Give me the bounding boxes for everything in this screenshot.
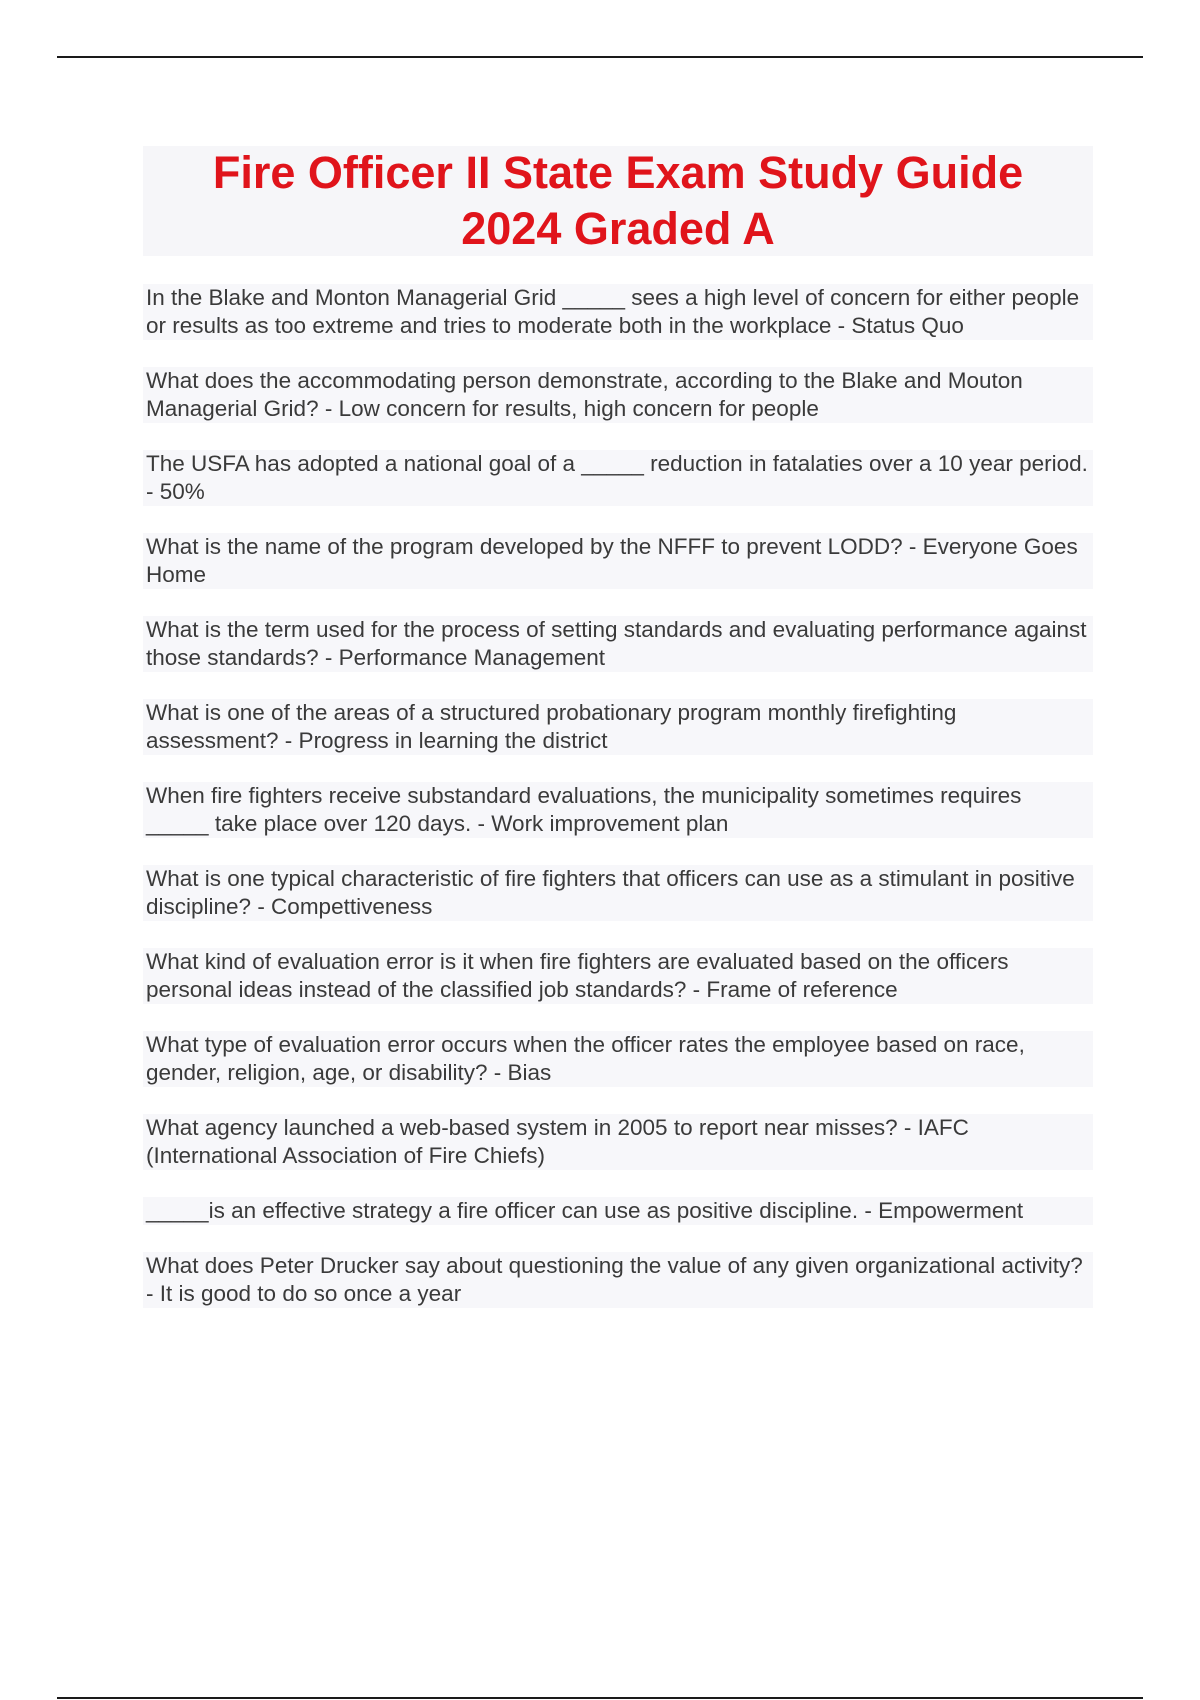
header-rule bbox=[57, 56, 1143, 58]
qa-item: What is the term used for the process of setting standards and evaluating performance against those standards? - Performance Management bbox=[143, 616, 1093, 672]
qa-item: In the Blake and Monton Managerial Grid _____ sees a high level of concern for either people or results as too extreme and tries to moderate both in the workplace - Status Quo bbox=[143, 284, 1093, 340]
qa-item: What is the name of the program developed by the NFFF to prevent LODD? - Everyone Goes Home bbox=[143, 533, 1093, 589]
footer-rule bbox=[57, 1697, 1143, 1699]
qa-item: What type of evaluation error occurs when the officer rates the employee based on race, gender, religion, age, or disability? - Bias bbox=[143, 1031, 1093, 1087]
question-answer-list bbox=[143, 284, 1093, 1335]
qa-item: What kind of evaluation error is it when fire fighters are evaluated based on the officers personal ideas instead of the classified job standards? - Frame of reference bbox=[143, 948, 1093, 1004]
qa-item: What is one of the areas of a structured probationary program monthly firefighting assessment? - Progress in learning the district bbox=[143, 699, 1093, 755]
title-line-1: Fire Officer II State Exam Study Guide bbox=[212, 147, 1024, 198]
document-title bbox=[213, 145, 1023, 257]
qa-item: What agency launched a web-based system in 2005 to report near misses? - IAFC (International Association of Fire Chiefs) bbox=[143, 1114, 1093, 1170]
qa-item: What is one typical characteristic of fire fighters that officers can use as a stimulant in positive discipline? - Compettiveness bbox=[143, 865, 1093, 921]
qa-item: What does Peter Drucker say about questioning the value of any given organizational activity? - It is good to do so once a year bbox=[143, 1252, 1093, 1308]
title-line-2: 2024 Graded A bbox=[461, 203, 775, 254]
qa-item: The USFA has adopted a national goal of a _____ reduction in fatalaties over a 10 year period. - 50% bbox=[143, 450, 1093, 506]
qa-item: When fire fighters receive substandard evaluations, the municipality sometimes requires _____ take place over 120 days. - Work improvement plan bbox=[143, 782, 1093, 838]
qa-item: _____is an effective strategy a fire officer can use as positive discipline. - Empowerment bbox=[143, 1197, 1093, 1225]
qa-item: What does the accommodating person demonstrate, according to the Blake and Mouton Managerial Grid? - Low concern for results, high concern for people bbox=[143, 367, 1093, 423]
title-block bbox=[143, 146, 1093, 256]
